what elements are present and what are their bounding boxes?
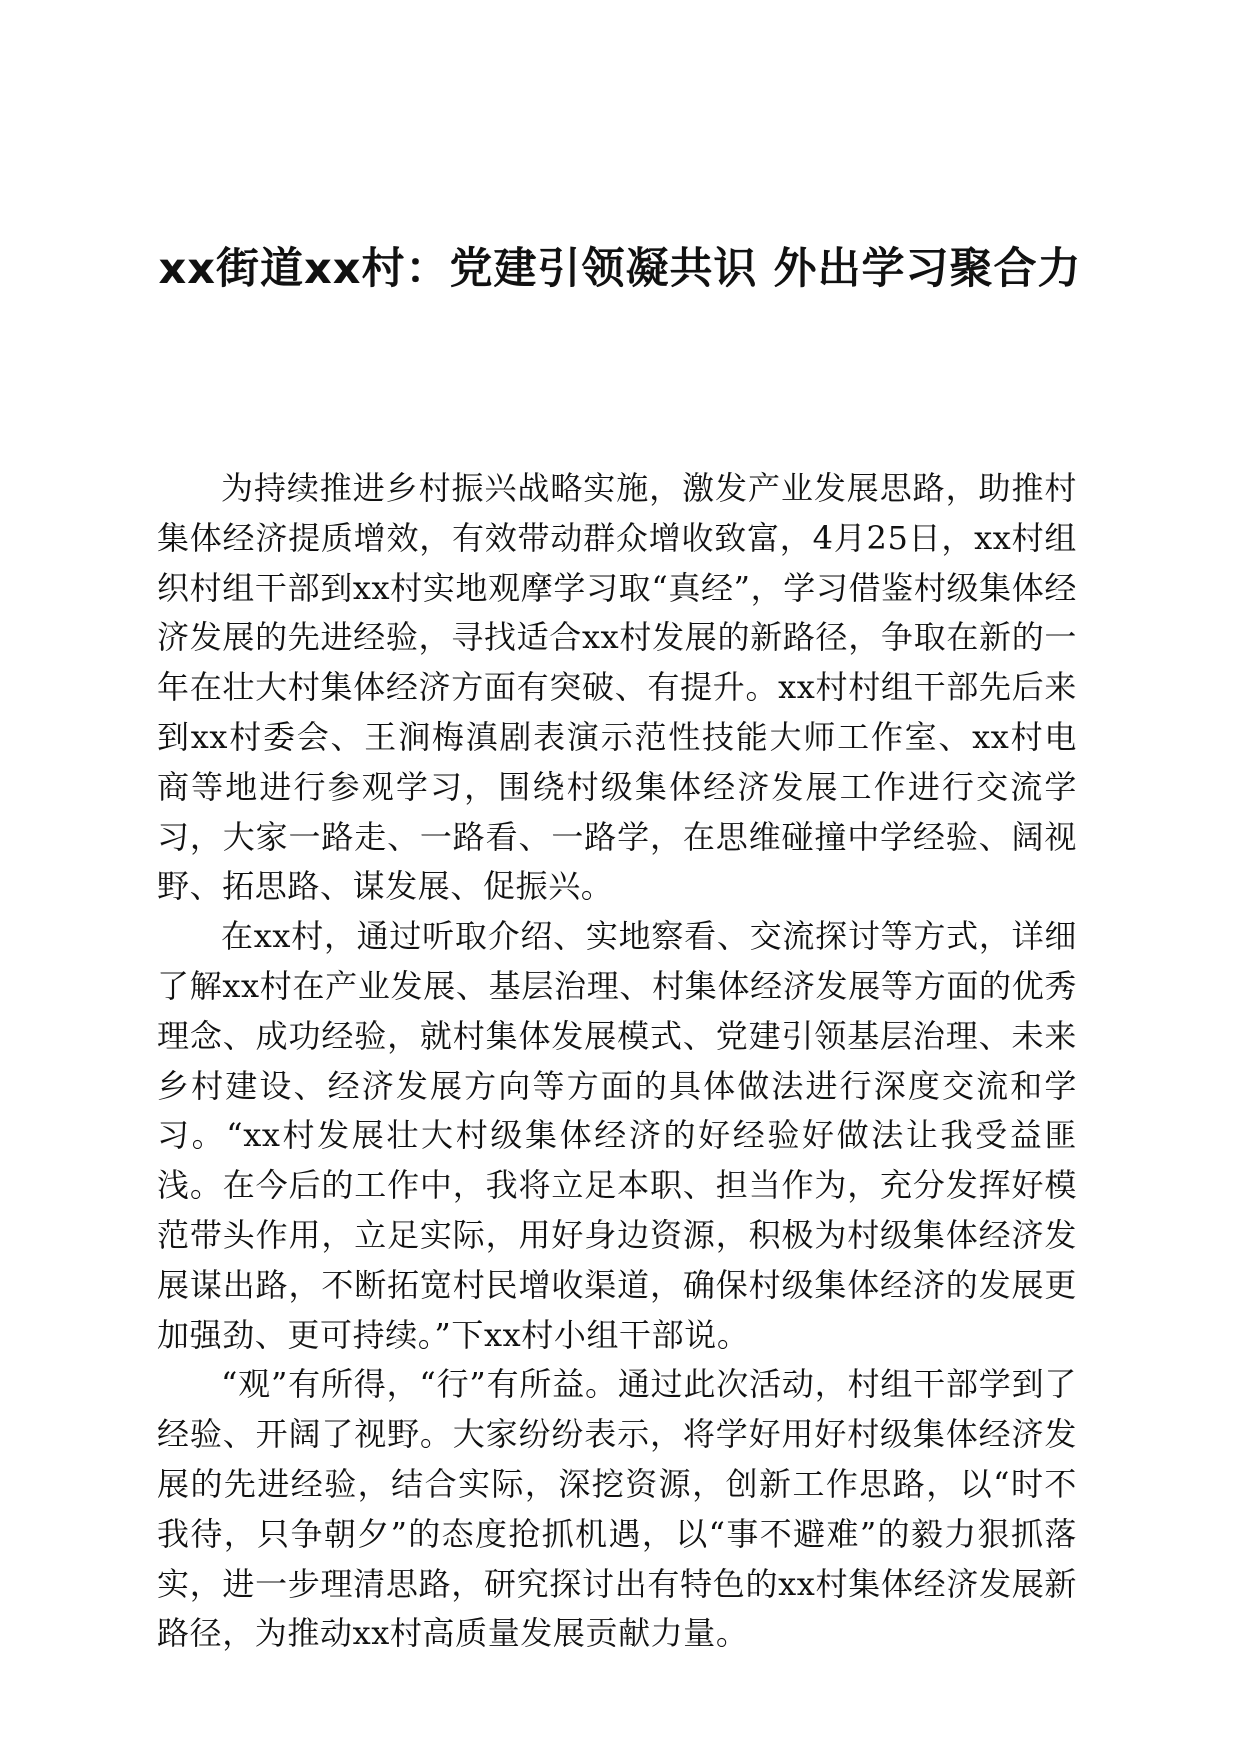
body-paragraph-3: “观”有所得，“行”有所益。通过此次活动，村组干部学到了经验、开阔了视野。大家纷纷表示，将学好用好村级集体经济发展的先进经验，结合实际，深挖资源，创新工作思路，以“时不我待，只争朝夕”的态度抢抓机遇，以“事不避难”的毅力狠抓落实，进一步理清思路，研究探讨出有特色的xx村集体经济发展新路径，为推动xx村高质量发展贡献力量。 — [157, 1365, 1077, 1653]
document-title: xx街道xx村：党建引领凝共识 外出学习聚合力 — [158, 244, 1082, 294]
document-body — [157, 464, 1077, 1659]
body-paragraph-2: 在xx村，通过听取介绍、实地察看、交流探讨等方式，详细了解xx村在产业发展、基层治理、村集体经济发展等方面的优秀理念、成功经验，就村集体发展模式、党建引领基层治理、未来乡村建设、经济发展方向等方面的具体做法进行深度交流和学习。“xx村发展壮大村级集体经济的好经验好做法让我受益匪浅。在今后的工作中，我将立足本职、担当作为，充分发挥好模范带头作用，立足实际，用好身边资源，积极为村级集体经济发展谋出路，不断拓宽村民增收渠道，确保村级集体经济的发展更加强劲、更可持续。”下xx村小组干部说。 — [157, 917, 1077, 1354]
body-paragraph-1: 为持续推进乡村振兴战略实施，激发产业发展思路，助推村集体经济提质增效，有效带动群众增收致富，4月25日，xx村组织村组干部到xx村实地观摩学习取“真经”，学习借鉴村级集体经济发展的先进经验，寻找适合xx村发展的新路径，争取在新的一年在壮大村集体经济方面有突破、有提升。xx村村组干部先后来到xx村委会、王涧梅滇剧表演示范性技能大师工作室、xx村电商等地进行参观学习，围绕村级集体经济发展工作进行交流学习，大家一路走、一路看、一路学，在思维碰撞中学经验、阔视野、拓思路、谋发展、促振兴。 — [157, 469, 1077, 906]
